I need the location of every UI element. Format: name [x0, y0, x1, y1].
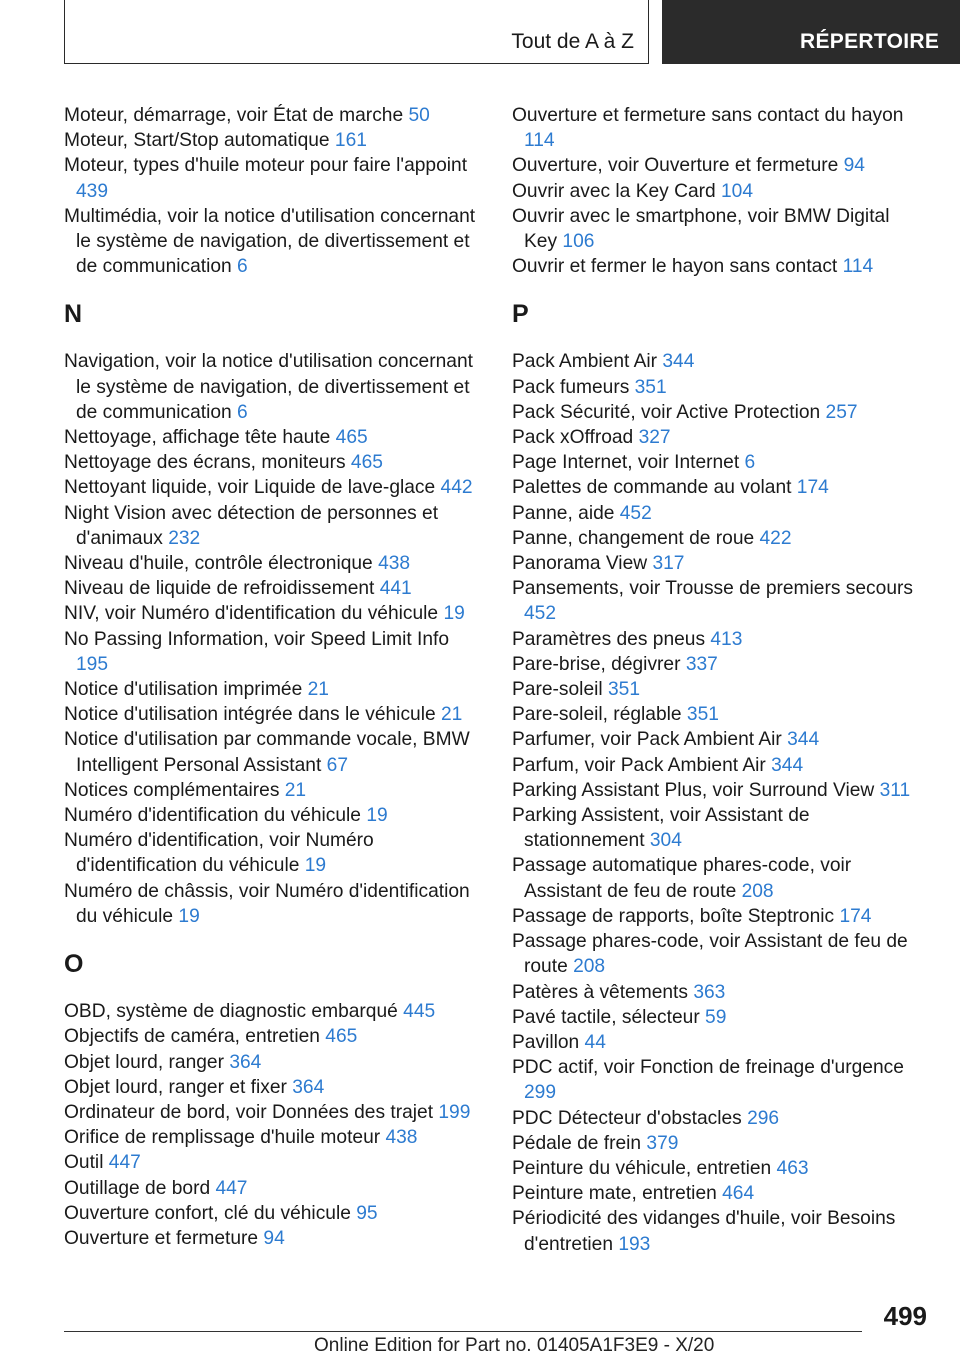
index-entry-text: PDC Détecteur d'obstacles — [512, 1107, 748, 1129]
index-entry-text: Panne, aide — [512, 502, 620, 524]
index-entry — [64, 677, 484, 702]
page-reference-link[interactable]: 413 — [710, 628, 743, 650]
index-entry — [64, 1100, 484, 1125]
index-entry — [512, 1106, 916, 1131]
index-entry-text: Ouvrir avec le smartphone, voir BMW Digital Key — [512, 205, 890, 253]
index-entry-text: Patères à vêtements — [512, 981, 694, 1003]
index-entry — [512, 204, 916, 254]
index-entry — [512, 103, 916, 153]
page-reference-link[interactable]: 50 — [408, 105, 430, 126]
index-entry — [512, 1030, 916, 1055]
page-reference-link[interactable]: 344 — [662, 351, 695, 373]
index-entry-text: Notice d'utilisation imprimée — [64, 679, 308, 701]
index-entry — [512, 1131, 916, 1156]
section-title: Tout de A à Z — [511, 30, 634, 53]
index-entry — [64, 450, 484, 475]
section-letter: N — [64, 300, 83, 329]
index-entry-text: Niveau d'huile, contrôle électronique — [64, 553, 379, 575]
index-entry-text: Numéro de châssis, voir Numéro d'identification du véhicule — [64, 880, 470, 927]
index-entry-text: Ouvrir et fermer le hayon sans contact — [512, 256, 843, 278]
section-letter: O — [64, 950, 84, 979]
header-chapter-tab — [662, 0, 960, 64]
page-reference-link[interactable]: 344 — [787, 729, 820, 751]
page-reference-link[interactable]: 317 — [652, 553, 685, 575]
index-entry-text: Night Vision avec détection de personnes et d'animaux — [64, 502, 439, 549]
index-entry — [512, 1181, 916, 1206]
index-entry — [512, 450, 916, 475]
index-entry-text: No Passing Information, voir Speed Limit Info — [64, 628, 450, 650]
index-entry — [512, 1005, 916, 1030]
index-entry-text: Pack fumeurs — [512, 376, 635, 398]
index-entry-text: Parfumer, voir Pack Ambient Air — [512, 729, 788, 751]
index-entry-text: Peinture mate, entretien — [512, 1183, 723, 1205]
index-entry — [64, 425, 484, 450]
index-entry-text: Pavé tactile, sélecteur — [512, 1006, 706, 1028]
page-reference-link[interactable]: 439 — [76, 180, 109, 202]
index-entry-text: Panne, changement de roue — [512, 527, 760, 549]
index-entry-text: Pack Ambient Air — [512, 351, 663, 373]
page-reference-link[interactable]: 327 — [638, 427, 671, 449]
index-entry-text: Objet lourd, ranger — [64, 1051, 230, 1073]
index-entry — [64, 103, 484, 128]
index-entry-text: PDC actif, voir Fonction de freinage d'urgence — [512, 1057, 904, 1079]
page-reference-link[interactable]: 21 — [440, 704, 463, 726]
index-entry — [64, 828, 484, 878]
page-reference-link[interactable]: 299 — [524, 1082, 557, 1104]
page-reference-link[interactable]: 422 — [759, 527, 792, 549]
page-reference-link[interactable]: 6 — [237, 401, 248, 423]
index-entry-text: Pédale de frein — [512, 1132, 647, 1154]
page-reference-link[interactable]: 114 — [842, 256, 874, 278]
page-reference-link[interactable]: 463 — [776, 1157, 809, 1179]
index-entry-text: Périodicité des vidanges d'huile, voir Besoins d'entretien — [512, 1208, 896, 1255]
index-entry — [64, 1024, 484, 1049]
index-entry — [64, 1075, 484, 1100]
index-entry — [512, 526, 916, 551]
index-entry-text: Multimédia, voir la notice d'utilisation concernant le système de navigation, de divertissement et de communication — [64, 205, 476, 278]
index-entry-text: Niveau de liquide de refroidissement — [64, 578, 380, 600]
index-entry — [64, 128, 484, 153]
page-reference-link[interactable]: 94 — [843, 155, 865, 177]
page-reference-link[interactable]: 114 — [524, 130, 555, 152]
index-entry — [64, 1150, 484, 1175]
index-entry-text: Palettes de commande au volant — [512, 477, 797, 499]
index-entry-text: Ordinateur de bord, voir Données des trajet — [64, 1101, 439, 1123]
index-entry-text: Numéro d'identification, voir Numéro d'identification du véhicule — [64, 830, 374, 877]
index-entry-text: Notices complémentaires — [64, 779, 285, 801]
index-entry — [64, 1201, 484, 1226]
page-reference-link[interactable]: 442 — [440, 477, 473, 499]
index-entry-text: Ouverture confort, clé du véhicule — [64, 1202, 357, 1224]
index-entry — [64, 551, 484, 576]
index-entry-text: Nettoyage des écrans, moniteurs — [64, 452, 351, 474]
page-reference-link[interactable]: 438 — [378, 553, 411, 575]
index-entry — [64, 999, 484, 1024]
index-entry — [512, 475, 916, 500]
page-reference-link[interactable]: 445 — [403, 1001, 436, 1023]
index-entry-text: Peinture du véhicule, entretien — [512, 1157, 777, 1179]
index-entry — [512, 375, 916, 400]
index-entry — [512, 702, 916, 727]
index-entry — [512, 904, 916, 929]
index-entry-text: Paramètres des pneus — [512, 628, 711, 650]
index-entry — [512, 425, 916, 450]
index-entry-text: Pack Sécurité, voir Active Protection — [512, 401, 826, 423]
index-entry — [64, 702, 484, 727]
section-letter: P — [512, 300, 529, 329]
index-entry-text: Ouvrir avec la Key Card — [512, 180, 722, 202]
index-entry — [64, 576, 484, 601]
page-reference-link[interactable]: 232 — [168, 527, 201, 549]
index-entry-text: Pare-soleil — [512, 679, 608, 701]
index-entry — [64, 803, 484, 828]
index-entry-text: Numéro d'identification du véhicule — [64, 805, 367, 827]
page-reference-link[interactable]: 195 — [76, 653, 109, 675]
index-entry — [512, 153, 916, 178]
index-entry-text: Pare-soleil, réglable — [512, 704, 687, 726]
page-reference-link[interactable]: 447 — [215, 1177, 248, 1199]
index-entry-text: Ouverture et fermeture sans contact du hayon — [512, 105, 904, 126]
page-reference-link[interactable]: 19 — [304, 855, 327, 877]
index-entry — [64, 204, 484, 280]
index-entry — [64, 1050, 484, 1075]
index-entry — [64, 501, 484, 551]
index-entry-text: Moteur, Start/Stop automatique — [64, 130, 335, 152]
page-reference-link[interactable]: 465 — [335, 427, 368, 449]
index-entry — [512, 254, 916, 279]
index-entry — [64, 778, 484, 803]
page-reference-link[interactable]: 364 — [292, 1076, 325, 1098]
page-reference-link[interactable]: 452 — [524, 603, 557, 625]
page-reference-link[interactable]: 438 — [385, 1127, 418, 1149]
page-reference-link[interactable]: 337 — [685, 653, 718, 675]
index-entry-text: Moteur, types d'huile moteur pour faire l'appoint — [64, 155, 468, 177]
page-reference-link[interactable]: 379 — [646, 1132, 679, 1154]
index-entry — [512, 349, 916, 374]
index-entry-text: Parking Assistent, voir Assistant de stationnement — [512, 805, 810, 852]
chapter-title: RÉPERTOIRE — [800, 30, 940, 53]
index-entry-text: Passage automatique phares-code, voir Assistant de feu de route — [512, 855, 852, 902]
index-entry-text: Objet lourd, ranger et fixer — [64, 1076, 293, 1098]
index-entry-text: Ouverture et fermeture — [64, 1227, 264, 1249]
index-entry-text: Page Internet, voir Internet — [512, 452, 745, 474]
index-entry — [512, 576, 916, 626]
index-entry-text: Notice d'utilisation intégrée dans le véhicule — [64, 704, 441, 726]
index-entry — [512, 980, 916, 1005]
index-entry — [512, 803, 916, 853]
page-reference-link[interactable]: 6 — [744, 452, 756, 474]
page-reference-link[interactable]: 106 — [562, 231, 595, 253]
page-reference-link[interactable]: 465 — [350, 452, 383, 474]
index-entry — [512, 1156, 916, 1181]
page-reference-link[interactable]: 304 — [649, 830, 682, 852]
page-reference-link[interactable]: 351 — [686, 704, 719, 726]
page-reference-link[interactable]: 199 — [438, 1101, 471, 1123]
page-reference-link[interactable]: 193 — [618, 1233, 651, 1255]
page-reference-link[interactable]: 344 — [771, 754, 804, 776]
index-entry — [64, 349, 484, 425]
page-reference-link[interactable]: 59 — [705, 1006, 727, 1028]
index-entry — [512, 1055, 916, 1105]
index-entry-text: Pansements, voir Trousse de premiers secours — [512, 578, 913, 600]
index-entry — [512, 400, 916, 425]
index-entry — [64, 1226, 484, 1251]
index-entry — [512, 929, 916, 979]
index-entry-text: Panorama View — [512, 553, 653, 575]
page-reference-link[interactable]: 19 — [366, 805, 388, 827]
index-entry-text: Passage phares-code, voir Assistant de feu de route — [512, 931, 908, 978]
page-reference-link[interactable]: 174 — [796, 477, 829, 499]
page-number: 499 — [883, 1301, 927, 1331]
page-reference-link[interactable]: 95 — [356, 1202, 378, 1224]
index-entry — [512, 1206, 916, 1256]
index-entry — [512, 753, 916, 778]
index-entry — [512, 727, 916, 752]
page-reference-link[interactable]: 452 — [619, 502, 652, 524]
index-entry — [64, 1176, 484, 1201]
index-entry — [512, 853, 916, 903]
index-entry-text: Notice d'utilisation par commande vocale, BMW Intelligent Personal Assistant — [64, 729, 470, 776]
page-reference-link[interactable]: 296 — [747, 1107, 780, 1129]
index-entry — [64, 601, 484, 626]
page-reference-link[interactable]: 464 — [722, 1183, 755, 1205]
index-entry-text: Ouverture, voir Ouverture et fermeture — [512, 155, 844, 177]
page-reference-link[interactable]: 94 — [263, 1227, 285, 1249]
index-column-left — [64, 103, 484, 1251]
page-reference-link[interactable]: 104 — [721, 180, 754, 202]
index-entry-text: Moteur, démarrage, voir État de marche — [64, 105, 409, 126]
page-reference-link[interactable]: 21 — [284, 779, 307, 801]
footer-edition: Online Edition for Part no. 01405A1F3E9 - X/20 — [314, 1335, 715, 1356]
index-entry — [512, 652, 916, 677]
page-reference-link[interactable]: 363 — [693, 981, 726, 1003]
page-reference-link[interactable]: 208 — [573, 956, 606, 978]
page-reference-link[interactable]: 208 — [741, 880, 774, 902]
index-entry-text: Outillage de bord — [64, 1177, 216, 1199]
page-reference-link[interactable]: 351 — [634, 376, 667, 398]
index-entry-text: Pavillon — [512, 1031, 585, 1053]
index-entry-text: Navigation, voir la notice d'utilisation concernant le système de navigation, de divertissement et de communication — [64, 351, 473, 423]
page-reference-link[interactable]: 364 — [229, 1051, 262, 1073]
index-entry-text: NIV, voir Numéro d'identification du véhicule — [64, 603, 444, 625]
index-entry — [512, 551, 916, 576]
index-entry-text: Parking Assistant Plus, voir Surround View — [512, 779, 880, 801]
index-entry — [64, 1125, 484, 1150]
footer-divider — [64, 1331, 862, 1332]
index-entry-text: Nettoyage, affichage tête haute — [64, 427, 336, 449]
page-reference-link[interactable]: 441 — [379, 578, 412, 600]
index-entry — [512, 179, 916, 204]
page-reference-link[interactable]: 311 — [879, 779, 911, 801]
index-entry — [512, 677, 916, 702]
index-entry — [512, 627, 916, 652]
index-entry — [64, 727, 484, 777]
index-entry — [512, 501, 916, 526]
page-reference-link[interactable]: 465 — [325, 1026, 358, 1048]
page-reference-link[interactable]: 21 — [307, 679, 329, 701]
page-reference-link[interactable]: 6 — [237, 256, 248, 278]
page-reference-link[interactable]: 19 — [443, 603, 465, 625]
index-entry — [512, 778, 916, 803]
index-entry — [64, 153, 484, 203]
header-section-tab — [64, 0, 649, 64]
index-entry — [64, 627, 484, 677]
page-reference-link[interactable]: 257 — [825, 401, 858, 423]
page-reference-link[interactable]: 351 — [607, 679, 640, 701]
index-entry-text: Pare-brise, dégivrer — [512, 653, 686, 675]
index-entry — [64, 879, 484, 929]
page-reference-link[interactable]: 174 — [839, 905, 872, 927]
index-entry — [64, 475, 484, 500]
index-entry-text: Parfum, voir Pack Ambient Air — [512, 754, 772, 776]
index-entry-text: Orifice de remplissage d'huile moteur — [64, 1127, 386, 1149]
index-entry-text: Outil — [64, 1152, 109, 1174]
index-column-right — [512, 103, 916, 1257]
page-reference-link[interactable]: 44 — [584, 1031, 606, 1053]
index-entry-text: Objectifs de caméra, entretien — [64, 1026, 326, 1048]
index-entry-text: OBD, système de diagnostic embarqué — [64, 1001, 404, 1023]
index-entry-text: Nettoyant liquide, voir Liquide de lave-glace — [64, 477, 441, 499]
index-entry-text: Passage de rapports, boîte Steptronic — [512, 905, 840, 927]
page-reference-link[interactable]: 67 — [326, 754, 348, 776]
index-entry-text: Pack xOffroad — [512, 427, 639, 449]
page-reference-link[interactable]: 19 — [178, 905, 200, 927]
page-reference-link[interactable]: 447 — [108, 1152, 141, 1174]
page-reference-link[interactable]: 161 — [334, 130, 367, 152]
